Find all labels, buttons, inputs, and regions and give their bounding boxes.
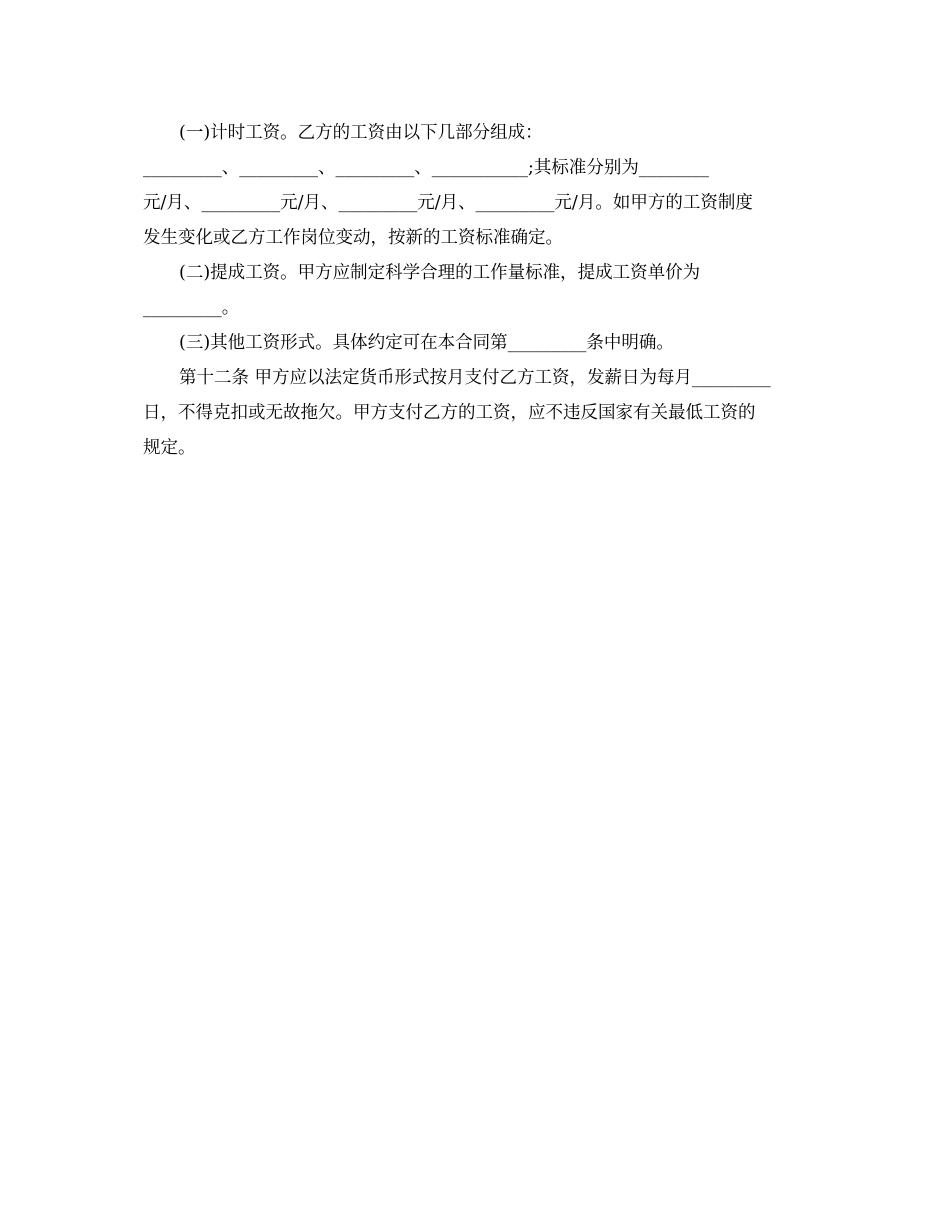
paragraph-hourly-wage-change: 发生变化或乙方工作岗位变动，按新的工资标准确定。: [143, 228, 563, 248]
paragraph-other-wage: (三)其他工资形式。具体约定可在本合同第_________条中明确。: [179, 333, 674, 353]
paragraph-commission-wage: (二)提成工资。甲方应制定科学合理的工作量标准，提成工资单价为: [179, 263, 701, 283]
paragraph-hourly-wage: (一)计时工资。乙方的工资由以下几部分组成：: [179, 123, 543, 143]
article-twelve-end: 规定。: [143, 438, 196, 458]
paragraph-hourly-wage-components: _________、_________、_________、___________;其标准分别为________: [143, 158, 709, 178]
article-twelve-continued: 日，不得克扣或无故拖欠。甲方支付乙方的工资，应不违反国家有关最低工资的: [143, 403, 756, 423]
paragraph-commission-wage-blank: _________。: [143, 298, 240, 318]
paragraph-hourly-wage-standards: 元/月、_________元/月、_________元/月、_________元/月。如甲方的工资制度: [143, 193, 753, 213]
contract-text: [143, 116, 823, 466]
article-twelve: 第十二条 甲方应以法定货币形式按月支付乙方工资，发薪日为每月_________: [179, 368, 771, 388]
